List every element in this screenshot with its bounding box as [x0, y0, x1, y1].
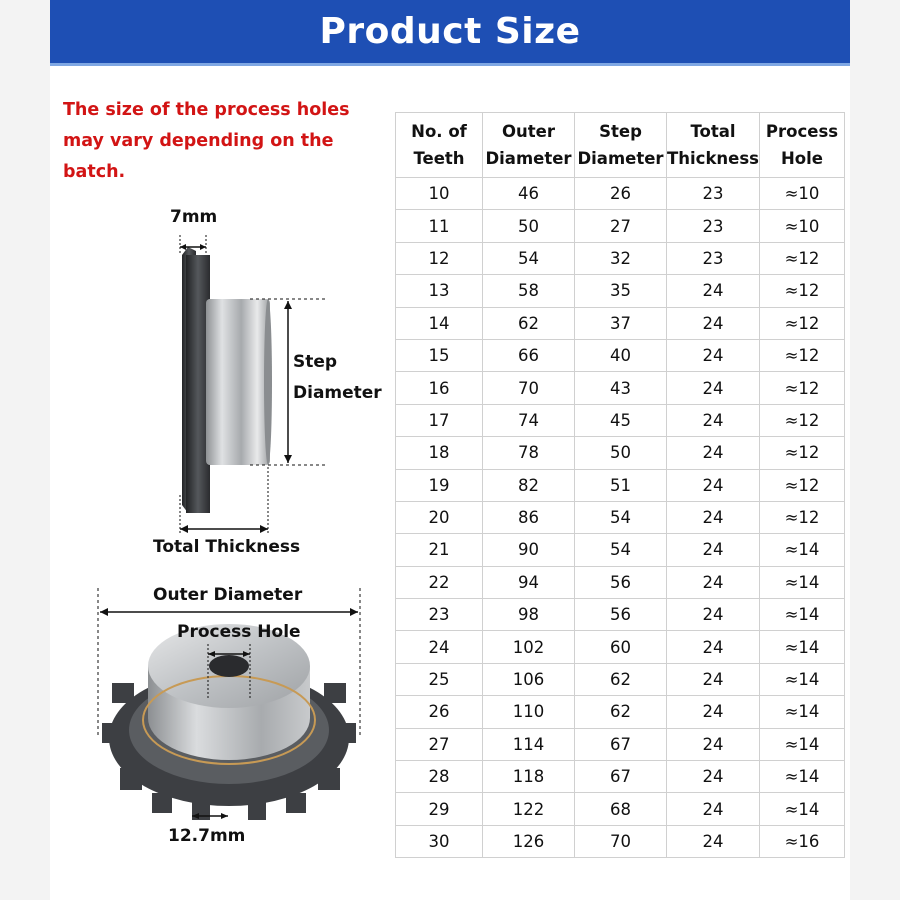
table-row [396, 178, 845, 210]
table-row [396, 825, 845, 857]
sprocket-side-view [150, 195, 390, 540]
table-row [396, 566, 845, 598]
table-row [396, 728, 845, 760]
table-row [396, 534, 845, 566]
column-header [483, 113, 575, 178]
table-cell: 32 [575, 242, 667, 274]
table-cell: 24 [667, 631, 760, 663]
table-cell: ≈14 [760, 663, 845, 695]
table-cell: 118 [483, 761, 575, 793]
table-cell: 30 [396, 825, 483, 857]
table-cell: 10 [396, 178, 483, 210]
table-cell: 16 [396, 372, 483, 404]
table-cell: 90 [483, 534, 575, 566]
table-cell: 126 [483, 825, 575, 857]
table-body [396, 178, 845, 858]
table-cell: ≈12 [760, 242, 845, 274]
table-cell: 86 [483, 501, 575, 533]
table-cell: ≈12 [760, 275, 845, 307]
table-cell: 70 [483, 372, 575, 404]
table-row [396, 404, 845, 436]
table-cell: 24 [667, 404, 760, 436]
table-cell: 35 [575, 275, 667, 307]
table-cell: 50 [575, 437, 667, 469]
table-cell: 62 [575, 663, 667, 695]
table-cell: 68 [575, 793, 667, 825]
label-step: Step [293, 352, 338, 372]
table-cell: 54 [575, 501, 667, 533]
label-7mm: 7mm [170, 207, 218, 227]
table-cell: 26 [575, 178, 667, 210]
table-cell: 12 [396, 242, 483, 274]
table-cell: 54 [483, 242, 575, 274]
table-cell: 28 [396, 761, 483, 793]
table-cell: 60 [575, 631, 667, 663]
table-cell: 24 [667, 599, 760, 631]
table-cell: 24 [667, 663, 760, 695]
table-cell: 56 [575, 566, 667, 598]
table-cell: 13 [396, 275, 483, 307]
column-header [667, 113, 760, 178]
table-row [396, 663, 845, 695]
table-cell: ≈14 [760, 631, 845, 663]
table-cell: 14 [396, 307, 483, 339]
table-row [396, 469, 845, 501]
column-header [575, 113, 667, 178]
table-cell: ≈12 [760, 307, 845, 339]
column-header-line: Outer [502, 122, 555, 141]
table-cell: 23 [667, 242, 760, 274]
table-cell: 106 [483, 663, 575, 695]
label-process-hole: Process Hole [177, 622, 301, 642]
table-cell: 24 [667, 761, 760, 793]
column-header [396, 113, 483, 178]
table-cell: ≈12 [760, 469, 845, 501]
column-header-line: Thickness [667, 149, 759, 168]
table-cell: 24 [667, 728, 760, 760]
table-cell: ≈14 [760, 566, 845, 598]
table-row [396, 437, 845, 469]
batch-note: The size of the process holes may vary depending on the batch. [63, 100, 350, 182]
label-pitch-12-7mm: 12.7mm [168, 826, 246, 846]
table-row [396, 793, 845, 825]
table-cell: 56 [575, 599, 667, 631]
table-cell: 114 [483, 728, 575, 760]
table-cell: 66 [483, 339, 575, 371]
table-cell: 22 [396, 566, 483, 598]
column-header-line: Total [690, 122, 736, 141]
table-row [396, 210, 845, 242]
sprocket-hub [206, 299, 270, 465]
table-cell: ≈12 [760, 372, 845, 404]
table-cell: 24 [667, 825, 760, 857]
column-header-line: No. of [411, 122, 467, 141]
table-cell: 24 [667, 534, 760, 566]
table-cell: 11 [396, 210, 483, 242]
table-cell: 23 [396, 599, 483, 631]
table-cell: 94 [483, 566, 575, 598]
table-cell: 24 [667, 275, 760, 307]
table-cell: 98 [483, 599, 575, 631]
table-cell: ≈14 [760, 696, 845, 728]
table-row [396, 242, 845, 274]
table-cell: ≈12 [760, 339, 845, 371]
table-cell: 24 [667, 437, 760, 469]
table-cell: 62 [575, 696, 667, 728]
column-header-line: Step [599, 122, 642, 141]
table-cell: 54 [575, 534, 667, 566]
table-cell: 74 [483, 404, 575, 436]
table-row [396, 307, 845, 339]
table-cell: 27 [396, 728, 483, 760]
table-row [396, 631, 845, 663]
table-row [396, 761, 845, 793]
table-cell: 24 [667, 566, 760, 598]
table-cell: 50 [483, 210, 575, 242]
table-cell: 19 [396, 469, 483, 501]
table-cell: 102 [483, 631, 575, 663]
table-cell: 51 [575, 469, 667, 501]
table-cell: ≈14 [760, 793, 845, 825]
table-cell: 67 [575, 761, 667, 793]
table-row [396, 339, 845, 371]
table-cell: 24 [396, 631, 483, 663]
table-cell: 20 [396, 501, 483, 533]
table-cell: 24 [667, 501, 760, 533]
table-cell: 24 [667, 793, 760, 825]
table-cell: 17 [396, 404, 483, 436]
table-cell: 82 [483, 469, 575, 501]
table-header-row [396, 113, 845, 178]
label-diameter: Diameter [293, 383, 382, 403]
table-cell: 24 [667, 372, 760, 404]
size-table [395, 112, 845, 858]
column-header-line: Diameter [577, 149, 664, 168]
column-header [760, 113, 845, 178]
table-cell: 23 [667, 178, 760, 210]
label-outer-diameter: Outer Diameter [153, 585, 303, 605]
table-cell: ≈10 [760, 210, 845, 242]
table-cell: 37 [575, 307, 667, 339]
table-cell: 45 [575, 404, 667, 436]
column-header-line: Hole [781, 149, 823, 168]
table-cell: 24 [667, 307, 760, 339]
table-cell: 58 [483, 275, 575, 307]
table-cell: ≈14 [760, 761, 845, 793]
table-cell: 27 [575, 210, 667, 242]
table-cell: 46 [483, 178, 575, 210]
table-cell: ≈14 [760, 599, 845, 631]
table-cell: ≈12 [760, 501, 845, 533]
column-header-line: Process [765, 122, 839, 141]
table-cell: 122 [483, 793, 575, 825]
table-row [396, 275, 845, 307]
table-row [396, 696, 845, 728]
table-cell: ≈12 [760, 404, 845, 436]
table-cell: 21 [396, 534, 483, 566]
table-row [396, 372, 845, 404]
table-cell: 70 [575, 825, 667, 857]
column-header-line: Diameter [485, 149, 572, 168]
page-title: Product Size [319, 11, 581, 52]
table-cell: 15 [396, 339, 483, 371]
table-cell: ≈14 [760, 728, 845, 760]
table-cell: 24 [667, 696, 760, 728]
table-cell: 26 [396, 696, 483, 728]
table-cell: 67 [575, 728, 667, 760]
table-cell: 18 [396, 437, 483, 469]
table-row [396, 599, 845, 631]
column-header-line: Teeth [413, 149, 465, 168]
label-total-thickness: Total Thickness [153, 537, 301, 557]
table-cell: 23 [667, 210, 760, 242]
title-banner [50, 0, 850, 66]
table-cell: 110 [483, 696, 575, 728]
table-cell: 24 [667, 469, 760, 501]
table-cell: 24 [667, 339, 760, 371]
table-cell: 25 [396, 663, 483, 695]
table-cell: 43 [575, 372, 667, 404]
table-cell: ≈16 [760, 825, 845, 857]
table-cell: 29 [396, 793, 483, 825]
table-cell: 40 [575, 339, 667, 371]
table-row [396, 501, 845, 533]
table-cell: 78 [483, 437, 575, 469]
table-cell: ≈10 [760, 178, 845, 210]
table-cell: ≈14 [760, 534, 845, 566]
table-cell: ≈12 [760, 437, 845, 469]
table-cell: 62 [483, 307, 575, 339]
